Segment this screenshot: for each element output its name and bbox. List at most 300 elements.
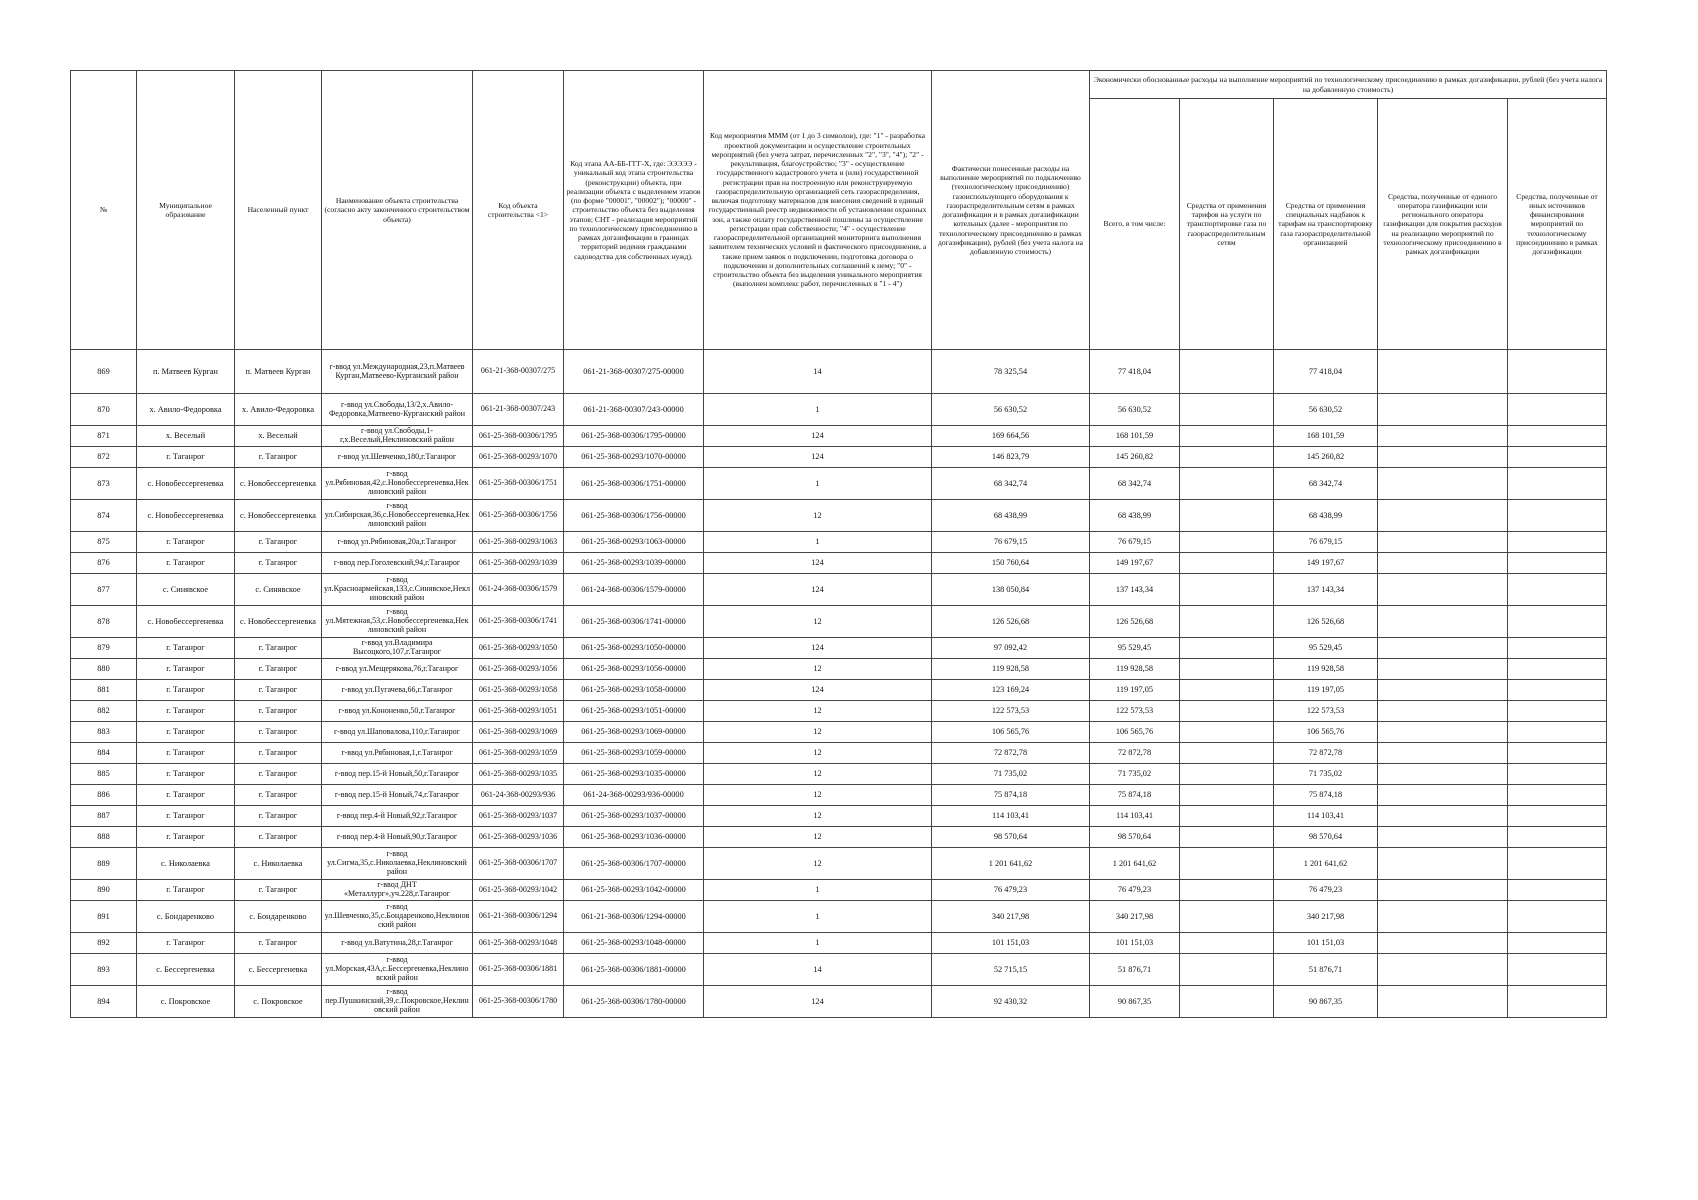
- other-funds-cell: [1508, 680, 1607, 701]
- tariff-funds-cell: [1180, 848, 1274, 880]
- event-code-cell: 124: [704, 638, 932, 659]
- other-funds-cell: [1508, 574, 1607, 606]
- row-number: 880: [71, 659, 137, 680]
- surcharge-funds-cell: 68 438,99: [1274, 500, 1378, 532]
- settlement-cell: с. Покровское: [235, 986, 322, 1018]
- other-funds-cell: [1508, 606, 1607, 638]
- header-municipality: Муниципальное образование: [137, 71, 235, 350]
- operator-funds-cell: [1378, 606, 1508, 638]
- other-funds-cell: [1508, 933, 1607, 954]
- actual-costs-cell: 340 217,98: [932, 901, 1090, 933]
- table-row: [71, 468, 1607, 500]
- municipality-cell: с. Бессергеневка: [137, 954, 235, 986]
- row-number: 877: [71, 574, 137, 606]
- surcharge-funds-cell: 122 573,53: [1274, 701, 1378, 722]
- object-code-cell: 061-25-368-00306/1741: [473, 606, 564, 638]
- tariff-funds-cell: [1180, 986, 1274, 1018]
- actual-costs-cell: 75 874,18: [932, 785, 1090, 806]
- actual-costs-cell: 114 103,41: [932, 806, 1090, 827]
- total-cell: 71 735,02: [1090, 764, 1180, 785]
- table-row: [71, 722, 1607, 743]
- total-cell: 101 151,03: [1090, 933, 1180, 954]
- stage-code-cell: 061-25-368-00293/1058-00000: [564, 680, 704, 701]
- table-row: [71, 659, 1607, 680]
- total-cell: 77 418,04: [1090, 350, 1180, 394]
- municipality-cell: х. Авило-Федоровка: [137, 394, 235, 426]
- table-row: [71, 743, 1607, 764]
- event-code-cell: 14: [704, 350, 932, 394]
- header-actual-costs: Фактически понесенные расходы на выполнение мероприятий по подключению (технологическому присоединению) газоиспользующего оборудования к газораспределительным сетям в рамках догазификации и в рамках догазификации котельных (далее - мероприятия по технологическому присоединению в рамках догазификации), рублей (без учета налога на добавленную стоимость): [932, 71, 1090, 350]
- surcharge-funds-cell: 168 101,59: [1274, 426, 1378, 447]
- object-name-cell: г-ввод ул.Ватутина,28,г.Таганрог: [322, 933, 473, 954]
- total-cell: 149 197,67: [1090, 553, 1180, 574]
- stage-code-cell: 061-21-368-00307/243-00000: [564, 394, 704, 426]
- operator-funds-cell: [1378, 880, 1508, 901]
- stage-code-cell: 061-25-368-00293/1051-00000: [564, 701, 704, 722]
- municipality-cell: г. Таганрог: [137, 743, 235, 764]
- object-name-cell: г-ввод ул.Пугачева,66,г.Таганрог: [322, 680, 473, 701]
- object-name-cell: г-ввод пер.15-й Новый,74,г.Таганрог: [322, 785, 473, 806]
- other-funds-cell: [1508, 986, 1607, 1018]
- event-code-cell: 12: [704, 806, 932, 827]
- total-cell: 76 479,23: [1090, 880, 1180, 901]
- settlement-cell: с. Николаевка: [235, 848, 322, 880]
- row-number: 869: [71, 350, 137, 394]
- total-cell: 114 103,41: [1090, 806, 1180, 827]
- object-name-cell: г-ввод ул.Рябиновая,1,г.Таганрог: [322, 743, 473, 764]
- row-number: 883: [71, 722, 137, 743]
- surcharge-funds-cell: 75 874,18: [1274, 785, 1378, 806]
- settlement-cell: п. Матвеев Курган: [235, 350, 322, 394]
- object-code-cell: 061-25-368-00293/1069: [473, 722, 564, 743]
- event-code-cell: 1: [704, 394, 932, 426]
- table-row: [71, 933, 1607, 954]
- tariff-funds-cell: [1180, 954, 1274, 986]
- total-cell: 51 876,71: [1090, 954, 1180, 986]
- surcharge-funds-cell: 77 418,04: [1274, 350, 1378, 394]
- object-name-cell: г-ввод пер.15-й Новый,50,г.Таганрог: [322, 764, 473, 785]
- tariff-funds-cell: [1180, 743, 1274, 764]
- object-name-cell: г-ввод ул.Мятежная,53,с.Новобессергеневка,Неклиновский район: [322, 606, 473, 638]
- total-cell: 137 143,34: [1090, 574, 1180, 606]
- event-code-cell: 1: [704, 901, 932, 933]
- object-name-cell: г-ввод пер.Пушкинский,39,с.Покровское,Неклиновский район: [322, 986, 473, 1018]
- operator-funds-cell: [1378, 350, 1508, 394]
- total-cell: 98 570,64: [1090, 827, 1180, 848]
- row-number: 881: [71, 680, 137, 701]
- surcharge-funds-cell: 71 735,02: [1274, 764, 1378, 785]
- other-funds-cell: [1508, 500, 1607, 532]
- event-code-cell: 14: [704, 954, 932, 986]
- settlement-cell: г. Таганрог: [235, 827, 322, 848]
- actual-costs-cell: 169 664,56: [932, 426, 1090, 447]
- table-row: [71, 447, 1607, 468]
- table-row: [71, 986, 1607, 1018]
- tariff-funds-cell: [1180, 659, 1274, 680]
- settlement-cell: г. Таганрог: [235, 447, 322, 468]
- tariff-funds-cell: [1180, 680, 1274, 701]
- actual-costs-cell: 76 679,15: [932, 532, 1090, 553]
- settlement-cell: с. Новобессергеневка: [235, 500, 322, 532]
- event-code-cell: 1: [704, 933, 932, 954]
- operator-funds-cell: [1378, 680, 1508, 701]
- actual-costs-cell: 52 715,15: [932, 954, 1090, 986]
- tariff-funds-cell: [1180, 880, 1274, 901]
- other-funds-cell: [1508, 447, 1607, 468]
- settlement-cell: г. Таганрог: [235, 764, 322, 785]
- municipality-cell: г. Таганрог: [137, 764, 235, 785]
- tariff-funds-cell: [1180, 785, 1274, 806]
- municipality-cell: г. Таганрог: [137, 638, 235, 659]
- object-name-cell: г-ввод ул.Свободы,13/2,х.Авило-Федоровка,Матвеево-Курганский район: [322, 394, 473, 426]
- stage-code-cell: 061-24-368-00306/1579-00000: [564, 574, 704, 606]
- total-cell: 122 573,53: [1090, 701, 1180, 722]
- municipality-cell: с. Новобессергеневка: [137, 468, 235, 500]
- operator-funds-cell: [1378, 659, 1508, 680]
- operator-funds-cell: [1378, 500, 1508, 532]
- surcharge-funds-cell: 90 867,35: [1274, 986, 1378, 1018]
- total-cell: 106 565,76: [1090, 722, 1180, 743]
- table-row: [71, 680, 1607, 701]
- total-cell: 72 872,78: [1090, 743, 1180, 764]
- event-code-cell: 12: [704, 500, 932, 532]
- municipality-cell: г. Таганрог: [137, 722, 235, 743]
- row-number: 884: [71, 743, 137, 764]
- row-number: 875: [71, 532, 137, 553]
- object-name-cell: г-ввод ул.Сигма,35,с.Николаевка,Неклиновский район: [322, 848, 473, 880]
- municipality-cell: п. Матвеев Курган: [137, 350, 235, 394]
- object-name-cell: г-ввод ул.Сибирская,36,с.Новобессергеневка,Неклиновский район: [322, 500, 473, 532]
- header-group-justified-costs: Экономически обоснованные расходы на выполнение мероприятий по технологическому присоединению в рамках догазификации, рублей (без учета налога на добавленную стоимость): [1090, 71, 1607, 99]
- surcharge-funds-cell: 72 872,78: [1274, 743, 1378, 764]
- object-code-cell: 061-25-368-00293/1058: [473, 680, 564, 701]
- row-number: 889: [71, 848, 137, 880]
- municipality-cell: г. Таганрог: [137, 447, 235, 468]
- tariff-funds-cell: [1180, 806, 1274, 827]
- header-total: Всего, в том числе:: [1090, 99, 1180, 350]
- table-row: [71, 426, 1607, 447]
- stage-code-cell: 061-21-368-00306/1294-00000: [564, 901, 704, 933]
- table-row: [71, 500, 1607, 532]
- object-name-cell: г-ввод ул.Рябиновая,42,с.Новобессергеневка,Неклиновский район: [322, 468, 473, 500]
- object-name-cell: г-ввод ул.Морская,43А,с.Бессергеневка,Неклиновский район: [322, 954, 473, 986]
- municipality-cell: г. Таганрог: [137, 701, 235, 722]
- object-code-cell: 061-25-368-00293/1039: [473, 553, 564, 574]
- actual-costs-cell: 56 630,52: [932, 394, 1090, 426]
- municipality-cell: г. Таганрог: [137, 827, 235, 848]
- table-row: [71, 553, 1607, 574]
- actual-costs-cell: 68 438,99: [932, 500, 1090, 532]
- object-name-cell: г-ввод ул.Шевченко,180,г.Таганрог: [322, 447, 473, 468]
- stage-code-cell: 061-25-368-00293/1069-00000: [564, 722, 704, 743]
- object-code-cell: 061-25-368-00293/1050: [473, 638, 564, 659]
- other-funds-cell: [1508, 701, 1607, 722]
- operator-funds-cell: [1378, 394, 1508, 426]
- row-number: 893: [71, 954, 137, 986]
- other-funds-cell: [1508, 880, 1607, 901]
- event-code-cell: 124: [704, 574, 932, 606]
- object-name-cell: г-ввод ул.Мещерякова,76,г.Таганрог: [322, 659, 473, 680]
- municipality-cell: с. Николаевка: [137, 848, 235, 880]
- event-code-cell: 124: [704, 680, 932, 701]
- settlement-cell: г. Таганрог: [235, 785, 322, 806]
- row-number: 870: [71, 394, 137, 426]
- event-code-cell: 12: [704, 659, 932, 680]
- total-cell: 68 438,99: [1090, 500, 1180, 532]
- tariff-funds-cell: [1180, 350, 1274, 394]
- settlement-cell: с. Бондаренково: [235, 901, 322, 933]
- stage-code-cell: 061-25-368-00306/1881-00000: [564, 954, 704, 986]
- event-code-cell: 124: [704, 447, 932, 468]
- tariff-funds-cell: [1180, 722, 1274, 743]
- table-row: [71, 638, 1607, 659]
- operator-funds-cell: [1378, 447, 1508, 468]
- settlement-cell: г. Таганрог: [235, 680, 322, 701]
- other-funds-cell: [1508, 722, 1607, 743]
- object-code-cell: 061-25-368-00306/1795: [473, 426, 564, 447]
- actual-costs-cell: 126 526,68: [932, 606, 1090, 638]
- other-funds-cell: [1508, 785, 1607, 806]
- surcharge-funds-cell: 137 143,34: [1274, 574, 1378, 606]
- municipality-cell: г. Таганрог: [137, 553, 235, 574]
- object-name-cell: г-ввод ул.Шевченко,35,с.Бондаренково,Неклиновский район: [322, 901, 473, 933]
- municipality-cell: с. Новобессергеневка: [137, 606, 235, 638]
- stage-code-cell: 061-25-368-00293/1059-00000: [564, 743, 704, 764]
- table-row: [71, 532, 1607, 553]
- event-code-cell: 12: [704, 743, 932, 764]
- total-cell: 95 529,45: [1090, 638, 1180, 659]
- event-code-cell: 12: [704, 722, 932, 743]
- other-funds-cell: [1508, 468, 1607, 500]
- other-funds-cell: [1508, 394, 1607, 426]
- other-funds-cell: [1508, 659, 1607, 680]
- settlement-cell: г. Таганрог: [235, 553, 322, 574]
- other-funds-cell: [1508, 901, 1607, 933]
- operator-funds-cell: [1378, 722, 1508, 743]
- header-object-name: Наименование объекта строительства (согласно акту законченного строительством объекта): [322, 71, 473, 350]
- actual-costs-cell: 106 565,76: [932, 722, 1090, 743]
- actual-costs-cell: 98 570,64: [932, 827, 1090, 848]
- tariff-funds-cell: [1180, 447, 1274, 468]
- surcharge-funds-cell: 56 630,52: [1274, 394, 1378, 426]
- surcharge-funds-cell: 98 570,64: [1274, 827, 1378, 848]
- municipality-cell: г. Таганрог: [137, 880, 235, 901]
- table-row: [71, 785, 1607, 806]
- actual-costs-cell: 123 169,24: [932, 680, 1090, 701]
- actual-costs-cell: 68 342,74: [932, 468, 1090, 500]
- total-cell: 119 928,58: [1090, 659, 1180, 680]
- row-number: 871: [71, 426, 137, 447]
- settlement-cell: г. Таганрог: [235, 806, 322, 827]
- row-number: 876: [71, 553, 137, 574]
- object-code-cell: 061-25-368-00293/1042: [473, 880, 564, 901]
- row-number: 888: [71, 827, 137, 848]
- object-name-cell: г-ввод ул.Красноармейская,133,с.Синявское,Неклиновский район: [322, 574, 473, 606]
- settlement-cell: х. Веселый: [235, 426, 322, 447]
- stage-code-cell: 061-24-368-00293/936-00000: [564, 785, 704, 806]
- table-row: [71, 574, 1607, 606]
- tariff-funds-cell: [1180, 500, 1274, 532]
- surcharge-funds-cell: 101 151,03: [1274, 933, 1378, 954]
- stage-code-cell: 061-25-368-00293/1039-00000: [564, 553, 704, 574]
- total-cell: 56 630,52: [1090, 394, 1180, 426]
- total-cell: 1 201 641,62: [1090, 848, 1180, 880]
- header-surcharge-funds: Средства от применения специальных надбавок к тарифам на транспортировку газа газораспределительной организацией: [1274, 99, 1378, 350]
- settlement-cell: с. Бессергеневка: [235, 954, 322, 986]
- settlement-cell: г. Таганрог: [235, 659, 322, 680]
- stage-code-cell: 061-25-368-00306/1751-00000: [564, 468, 704, 500]
- table-row: [71, 880, 1607, 901]
- row-number: 885: [71, 764, 137, 785]
- stage-code-cell: 061-21-368-00307/275-00000: [564, 350, 704, 394]
- other-funds-cell: [1508, 743, 1607, 764]
- table-row: [71, 350, 1607, 394]
- tariff-funds-cell: [1180, 532, 1274, 553]
- surcharge-funds-cell: 95 529,45: [1274, 638, 1378, 659]
- row-number: 890: [71, 880, 137, 901]
- table-body: [71, 350, 1607, 1018]
- object-code-cell: 061-25-368-00293/1056: [473, 659, 564, 680]
- stage-code-cell: 061-25-368-00306/1795-00000: [564, 426, 704, 447]
- surcharge-funds-cell: 126 526,68: [1274, 606, 1378, 638]
- actual-costs-cell: 1 201 641,62: [932, 848, 1090, 880]
- object-name-cell: г-ввод ДНТ «Металлург»,уч.228,г.Таганрог: [322, 880, 473, 901]
- object-name-cell: г-ввод ул.Свободы,1-г,х.Веселый,Неклиновский район: [322, 426, 473, 447]
- row-number: 891: [71, 901, 137, 933]
- stage-code-cell: 061-25-368-00293/1063-00000: [564, 532, 704, 553]
- operator-funds-cell: [1378, 785, 1508, 806]
- settlement-cell: с. Синявское: [235, 574, 322, 606]
- settlement-cell: с. Новобессергеневка: [235, 606, 322, 638]
- event-code-cell: 12: [704, 764, 932, 785]
- operator-funds-cell: [1378, 764, 1508, 785]
- tariff-funds-cell: [1180, 553, 1274, 574]
- table-row: [71, 848, 1607, 880]
- other-funds-cell: [1508, 827, 1607, 848]
- surcharge-funds-cell: 119 928,58: [1274, 659, 1378, 680]
- object-name-cell: г-ввод пер.4-й Новый,90,г.Таганрог: [322, 827, 473, 848]
- object-code-cell: 061-21-368-00307/243: [473, 394, 564, 426]
- operator-funds-cell: [1378, 701, 1508, 722]
- header-event-code: Код мероприятия МММ (от 1 до 3 символов), где: "1" - разработка проектной документации и осуществление строительных мероприятий (без учета затрат, перечисленных "2", "3", "4"); "2" - рекультивация, благоустройство; "3" - осуществление государственного кадастрового учета и (или) государственной регистрации прав на построенную или реконструируемую газораспределительную организацией сеть газораспределения, включая подготовку материалов для внесения сведений в единый государственный реестр недвижимости об установлении охранных зон, а также оплату государственной пошлины за осуществление регистрации прав собственности; "4" - осуществление газораспределительной организацией мониторинга выполнения заявителем технических условий и фактического присоединения, а также прием заявок о подключении, подготовка договора о подключении и дополнительных соглашений к нему; "0" - строительство объекта без выделения уникального мероприятия (выполнен комплекс работ, перечисленных в "1 - 4"): [704, 71, 932, 350]
- surcharge-funds-cell: 106 565,76: [1274, 722, 1378, 743]
- object-code-cell: 061-25-368-00293/1063: [473, 532, 564, 553]
- document-sheet: [70, 70, 1606, 1018]
- surcharge-funds-cell: 51 876,71: [1274, 954, 1378, 986]
- tariff-funds-cell: [1180, 606, 1274, 638]
- stage-code-cell: 061-25-368-00293/1035-00000: [564, 764, 704, 785]
- operator-funds-cell: [1378, 901, 1508, 933]
- header-num: №: [71, 71, 137, 350]
- object-code-cell: 061-25-368-00306/1707: [473, 848, 564, 880]
- header-settlement: Населенный пункт: [235, 71, 322, 350]
- row-number: 892: [71, 933, 137, 954]
- settlement-cell: г. Таганрог: [235, 638, 322, 659]
- operator-funds-cell: [1378, 986, 1508, 1018]
- tariff-funds-cell: [1180, 394, 1274, 426]
- settlement-cell: г. Таганрог: [235, 880, 322, 901]
- operator-funds-cell: [1378, 532, 1508, 553]
- event-code-cell: 124: [704, 426, 932, 447]
- actual-costs-cell: 97 092,42: [932, 638, 1090, 659]
- stage-code-cell: 061-25-368-00293/1042-00000: [564, 880, 704, 901]
- surcharge-funds-cell: 76 679,15: [1274, 532, 1378, 553]
- stage-code-cell: 061-25-368-00306/1707-00000: [564, 848, 704, 880]
- municipality-cell: г. Таганрог: [137, 659, 235, 680]
- tariff-funds-cell: [1180, 764, 1274, 785]
- total-cell: 76 679,15: [1090, 532, 1180, 553]
- object-code-cell: 061-25-368-00293/1037: [473, 806, 564, 827]
- object-code-cell: 061-25-368-00306/1881: [473, 954, 564, 986]
- surcharge-funds-cell: 149 197,67: [1274, 553, 1378, 574]
- operator-funds-cell: [1378, 806, 1508, 827]
- surcharge-funds-cell: 114 103,41: [1274, 806, 1378, 827]
- actual-costs-cell: 71 735,02: [932, 764, 1090, 785]
- event-code-cell: 1: [704, 468, 932, 500]
- other-funds-cell: [1508, 426, 1607, 447]
- other-funds-cell: [1508, 553, 1607, 574]
- tariff-funds-cell: [1180, 574, 1274, 606]
- object-code-cell: 061-21-368-00306/1294: [473, 901, 564, 933]
- settlement-cell: х. Авило-Федоровка: [235, 394, 322, 426]
- stage-code-cell: 061-25-368-00293/1037-00000: [564, 806, 704, 827]
- event-code-cell: 1: [704, 532, 932, 553]
- event-code-cell: 12: [704, 848, 932, 880]
- object-code-cell: 061-24-368-00293/936: [473, 785, 564, 806]
- operator-funds-cell: [1378, 827, 1508, 848]
- tariff-funds-cell: [1180, 426, 1274, 447]
- object-code-cell: 061-25-368-00293/1070: [473, 447, 564, 468]
- total-cell: 126 526,68: [1090, 606, 1180, 638]
- table-row: [71, 901, 1607, 933]
- operator-funds-cell: [1378, 954, 1508, 986]
- row-number: 882: [71, 701, 137, 722]
- object-name-cell: г-ввод пер.4-й Новый,92,г.Таганрог: [322, 806, 473, 827]
- surcharge-funds-cell: 68 342,74: [1274, 468, 1378, 500]
- operator-funds-cell: [1378, 848, 1508, 880]
- event-code-cell: 124: [704, 986, 932, 1018]
- operator-funds-cell: [1378, 426, 1508, 447]
- object-code-cell: 061-25-368-00306/1780: [473, 986, 564, 1018]
- operator-funds-cell: [1378, 638, 1508, 659]
- object-name-cell: г-ввод ул.Владимира Высоцкого,107,г.Таганрог: [322, 638, 473, 659]
- operator-funds-cell: [1378, 574, 1508, 606]
- object-code-cell: 061-25-368-00293/1051: [473, 701, 564, 722]
- other-funds-cell: [1508, 806, 1607, 827]
- settlement-cell: г. Таганрог: [235, 933, 322, 954]
- row-number: 878: [71, 606, 137, 638]
- municipality-cell: г. Таганрог: [137, 680, 235, 701]
- object-code-cell: 061-25-368-00293/1048: [473, 933, 564, 954]
- total-cell: 340 217,98: [1090, 901, 1180, 933]
- object-code-cell: 061-25-368-00306/1751: [473, 468, 564, 500]
- other-funds-cell: [1508, 848, 1607, 880]
- total-cell: 68 342,74: [1090, 468, 1180, 500]
- municipality-cell: с. Бондаренково: [137, 901, 235, 933]
- event-code-cell: 12: [704, 701, 932, 722]
- municipality-cell: х. Веселый: [137, 426, 235, 447]
- settlement-cell: г. Таганрог: [235, 701, 322, 722]
- header-tariff-funds: Средства от применения тарифов на услуги по транспортировке газа по газораспределительным сетям: [1180, 99, 1274, 350]
- object-name-cell: г-ввод пер.Гоголевский,94,г.Таганрог: [322, 553, 473, 574]
- stage-code-cell: 061-25-368-00293/1036-00000: [564, 827, 704, 848]
- municipality-cell: г. Таганрог: [137, 785, 235, 806]
- stage-code-cell: 061-25-368-00306/1741-00000: [564, 606, 704, 638]
- table-row: [71, 701, 1607, 722]
- tariff-funds-cell: [1180, 827, 1274, 848]
- header-other-funds: Средства, полученные от иных источников финансирования мероприятий по технологическому присоединению в рамках догазификации: [1508, 99, 1607, 350]
- actual-costs-cell: 78 325,54: [932, 350, 1090, 394]
